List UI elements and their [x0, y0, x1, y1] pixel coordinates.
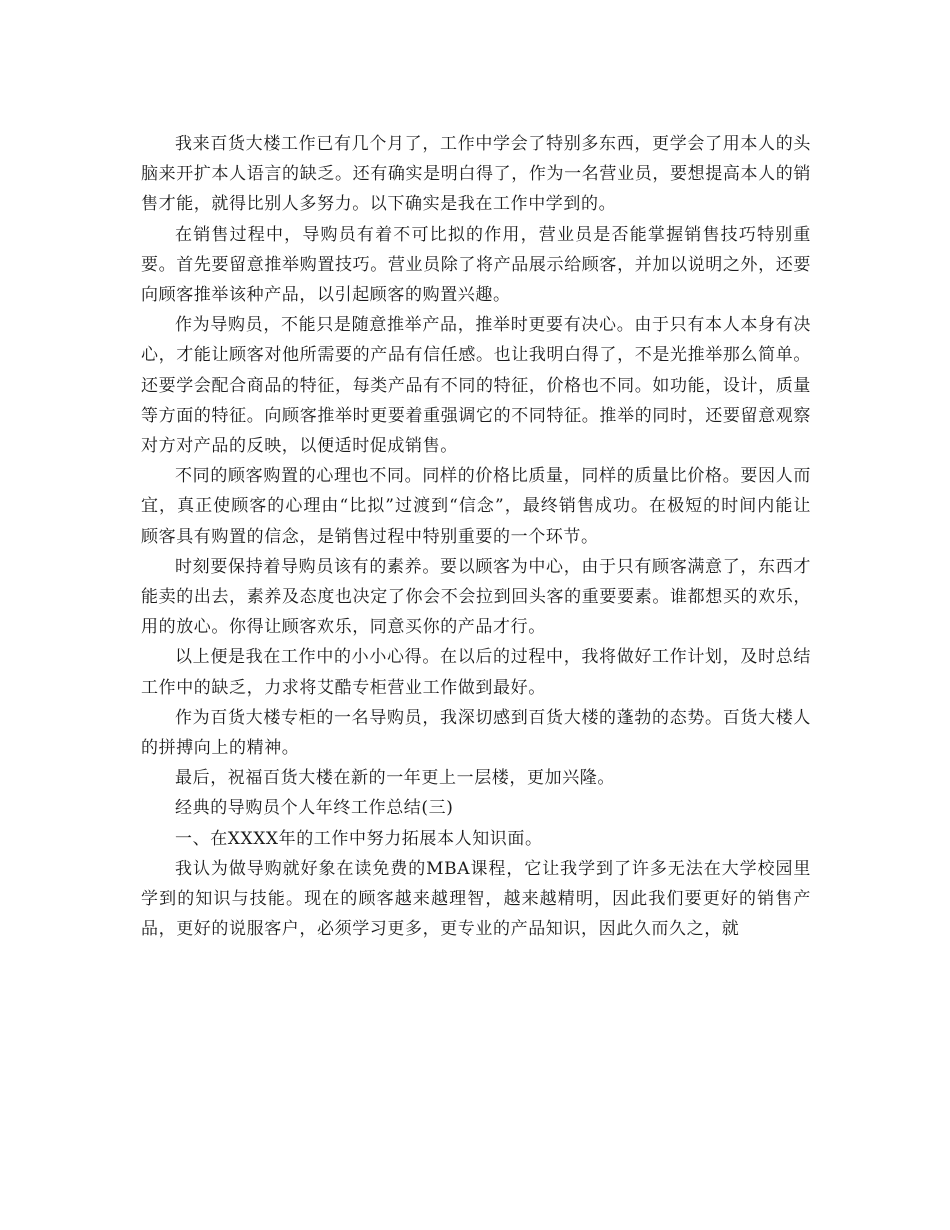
- paragraph-sales-process: 在销售过程中，导购员有着不可比拟的作用，营业员是否能掌握销售技巧特别重要。首先要留意推举购置技巧。营业员除了将产品展示给顾客，并加以说明之外，还要向顾客推举该种产品，以引起顾客的购置兴趣。: [141, 224, 811, 306]
- paragraph-intro: 我来百货大楼工作已有几个月了，工作中学会了特别多东西，更学会了用本人的头脑来开扩本人语言的缺乏。还有确实是明白得了，作为一名营业员，要想提高本人的销售才能，就得比别人多努力。以下确实是我在工作中学到的。: [141, 134, 811, 215]
- paragraph-mba: 我认为做导购就好象在读免费的MBA课程，它让我学到了许多无法在大学校园里学到的知识与技能。现在的顾客越来越理智，越来越精明，因此我们要更好的销售产品，更好的说服客户，必须学习更多，更专业的产品知识，因此久而久之，就: [141, 858, 811, 940]
- paragraph-department-store: 作为百货大楼专柜的一名导购员，我深切感到百货大楼的蓬勃的态势。百货大楼人的拼搏向上的精神。: [141, 707, 811, 759]
- subsection-heading: 一、在XXXX年的工作中努力拓展本人知识面。: [175, 828, 543, 849]
- section-heading: 经典的导购员个人年终工作总结(三): [175, 798, 454, 819]
- document-body: [141, 129, 811, 944]
- paragraph-summary: 以上便是我在工作中的小小心得。在以后的过程中，我将做好工作计划，及时总结工作中的缺乏，力求将艾酷专柜营业工作做到最好。: [141, 647, 811, 698]
- paragraph-quality: 时刻要保持着导购员该有的素养。要以顾客为中心，由于只有顾客满意了，东西才能卖的出去，素养及态度也决定了你会不会拉到回头客的重要要素。谁都想买的欢乐，用的放心。你得让顾客欢乐，同意买你的产品才行。: [141, 556, 811, 638]
- paragraph-recommend: 作为导购员，不能只是随意推举产品，推举时更要有决心。由于只有本人本身有决心，才能让顾客对他所需要的产品有信任感。也让我明白得了，不是光推举那么简单。还要学会配合商品的特征，每类产品有不同的特征，价格也不同。如功能，设计，质量等方面的特征。向顾客推举时更要着重强调它的不同特征。推举的同时，还要留意观察对方对产品的反映，以便适时促成销售。: [141, 315, 811, 457]
- paragraph-closing: 最后，祝福百货大楼在新的一年更上一层楼，更加兴隆。: [175, 768, 615, 789]
- paragraph-customer-psychology: 不同的顾客购置的心理也不同。同样的价格比质量，同样的质量比价格。要因人而宜，真正使顾客的心理由“比拟”过渡到“信念”，最终销售成功。在极短的时间内能让顾客具有购置的信念，是销售过程中特别重要的一个环节。: [141, 466, 811, 547]
